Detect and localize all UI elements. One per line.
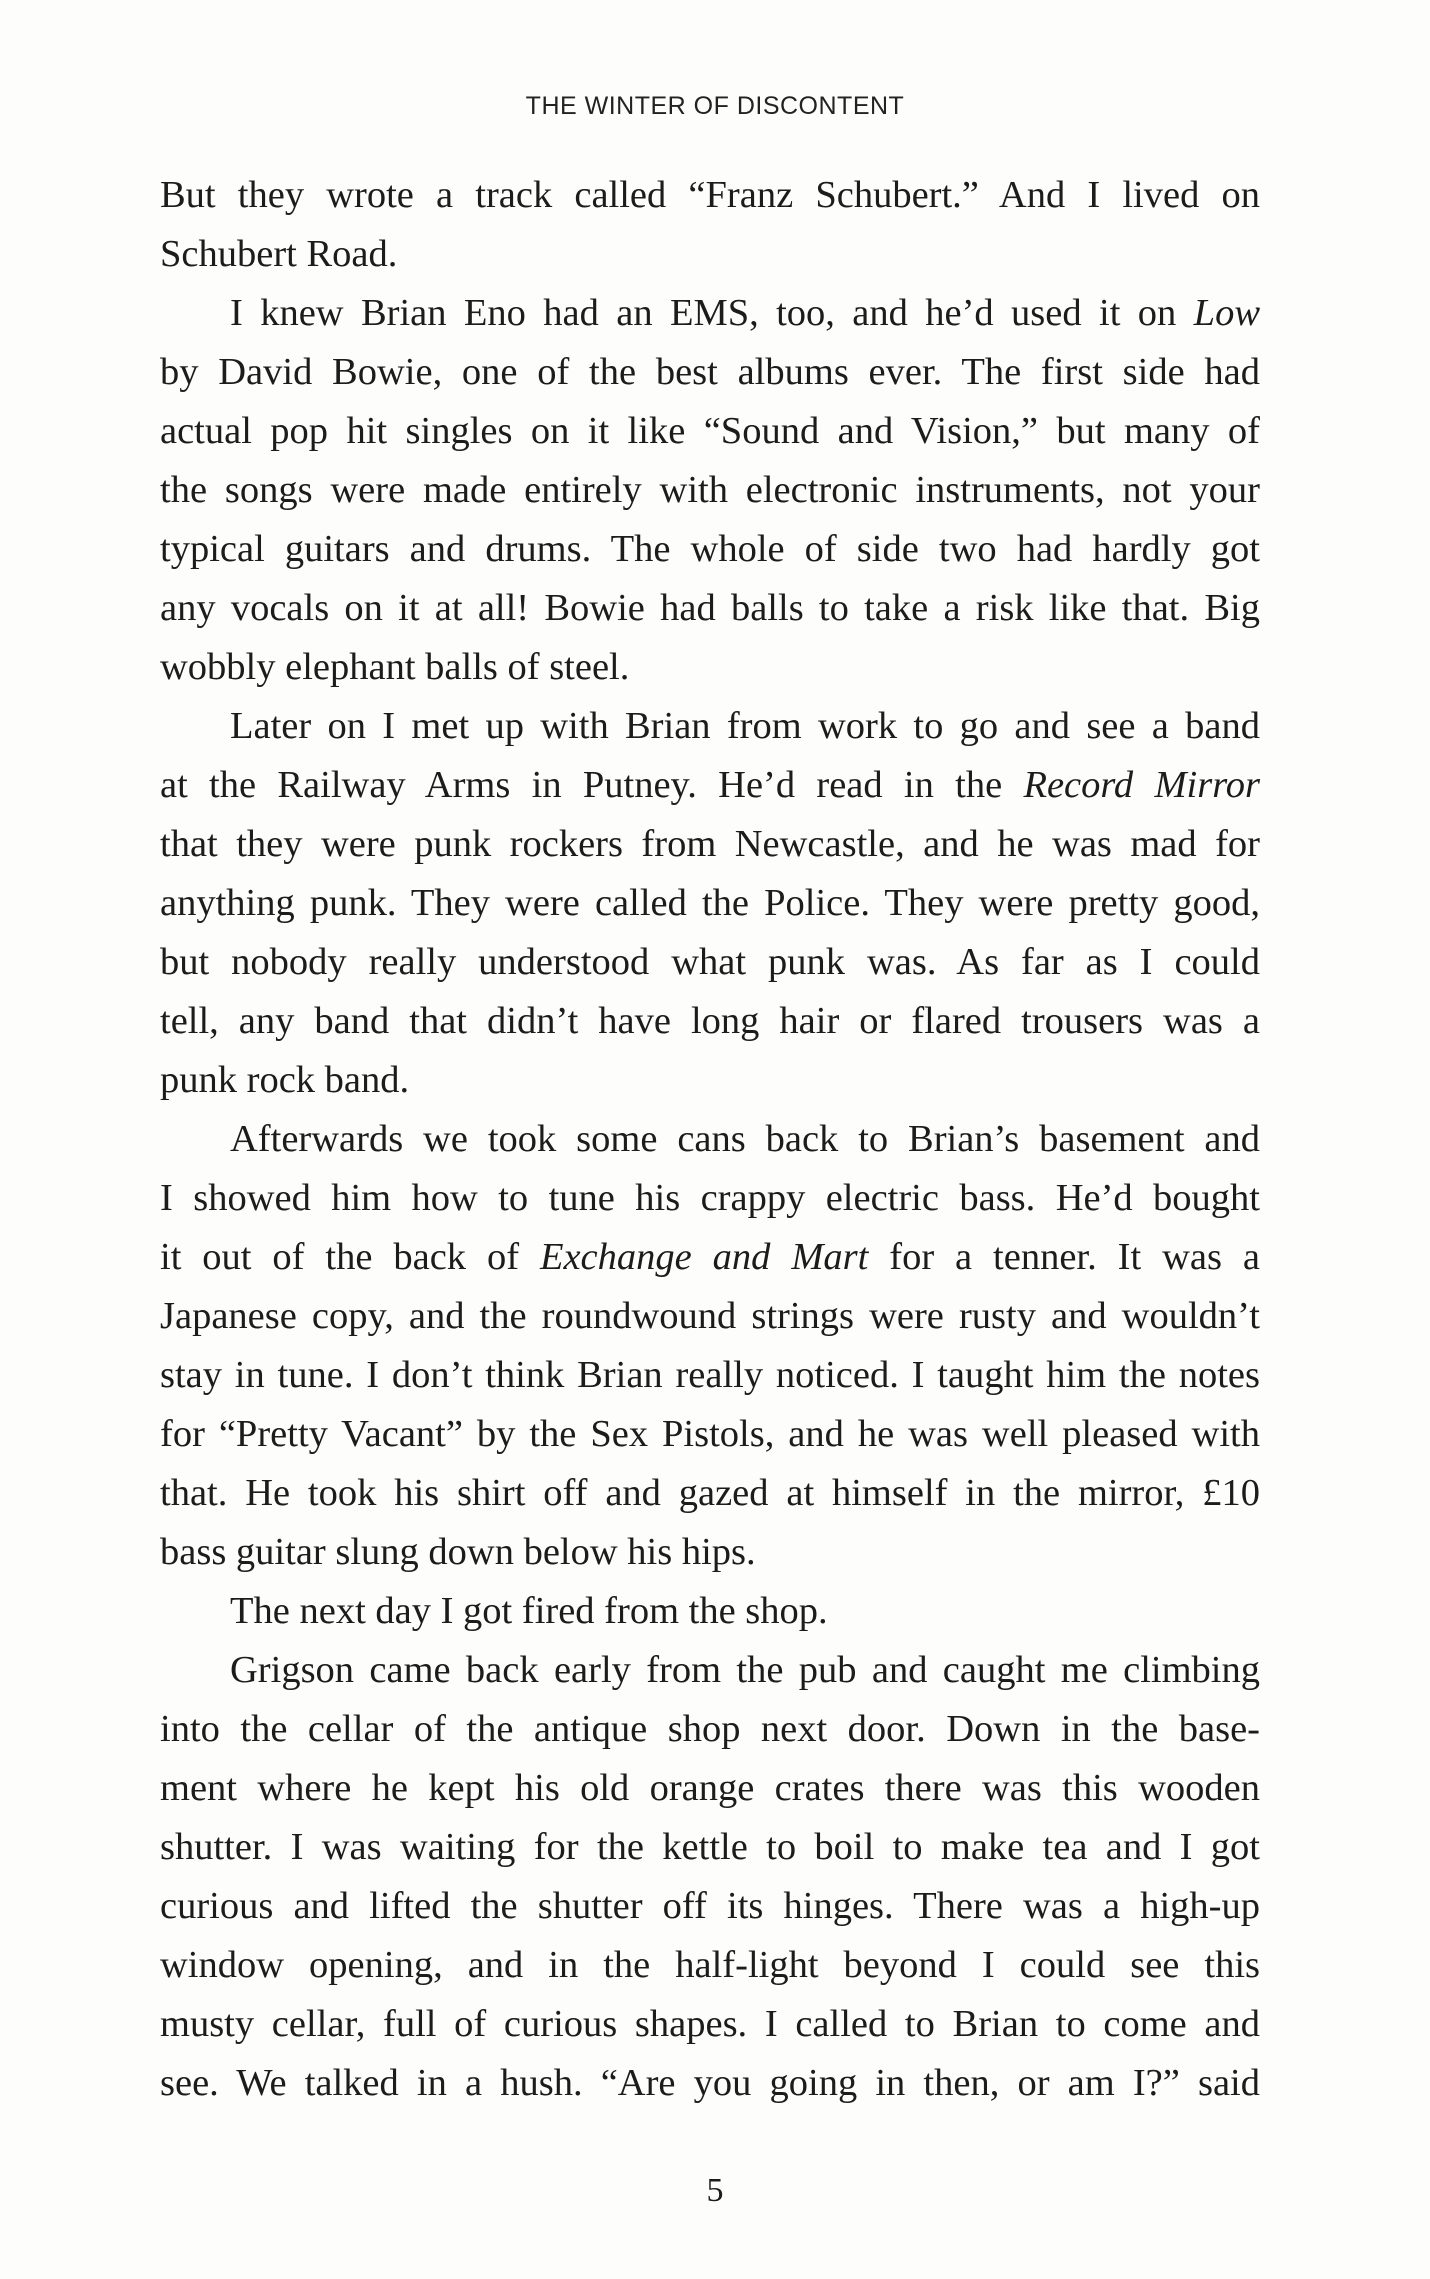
text-run: tell, any band that didn’t have long hair or flared trousers was a: [160, 1000, 1260, 1042]
text-line: [160, 1228, 1260, 1287]
text-run: The next day I got fired from the shop.: [230, 1590, 828, 1632]
text-run: for a tenner. It was a: [868, 1236, 1260, 1278]
running-header: THE WINTER OF DISCONTENT: [525, 92, 905, 120]
text-run: anything punk. They were called the Police. They were pretty good,: [160, 882, 1260, 924]
text-line: [160, 579, 1260, 638]
text-run: wobbly elephant balls of steel.: [160, 646, 630, 688]
text-line: [160, 1995, 1260, 2054]
text-run: shutter. I was waiting for the kettle to boil to make tea and I got: [160, 1826, 1260, 1868]
text-line: [160, 1759, 1260, 1818]
text-run: punk rock band.: [160, 1059, 410, 1101]
text-line: [160, 1464, 1260, 1523]
text-run: bass guitar slung down below his hips.: [160, 1531, 756, 1573]
text-line: [160, 1523, 1260, 1582]
text-run: But they wrote a track called “Franz Schubert.” And I lived on: [160, 174, 1260, 216]
text-line: [160, 992, 1260, 1051]
text-line: [160, 1641, 1260, 1700]
text-run: but nobody really understood what punk was. As far as I could: [160, 941, 1260, 983]
text-run: typical guitars and drums. The whole of side two had hardly got: [160, 528, 1260, 570]
text-line: [160, 166, 1260, 225]
text-run: Schubert Road.: [160, 233, 398, 275]
text-run: actual pop hit singles on it like “Sound and Vision,” but many of: [160, 410, 1260, 452]
text-line: [160, 638, 1260, 697]
text-run: for “Pretty Vacant” by the Sex Pistols, and he was well pleased with: [160, 1413, 1260, 1455]
text-run: musty cellar, full of curious shapes. I called to Brian to come and: [160, 2003, 1260, 2045]
text-line: [160, 1818, 1260, 1877]
text-run: Later on I met up with Brian from work to go and see a band: [230, 705, 1260, 747]
text-line: [160, 1405, 1260, 1464]
text-line: [160, 756, 1260, 815]
text-line: [160, 461, 1260, 520]
text-line: [160, 402, 1260, 461]
text-run: it out of the back of: [160, 1236, 540, 1278]
text-run: ment where he kept his old orange crates there was this wooden: [160, 1767, 1260, 1809]
text-run: I knew Brian Eno had an EMS, too, and he’d used it on: [230, 292, 1194, 334]
text-run: Afterwards we took some cans back to Brian’s basement and: [230, 1118, 1260, 1160]
text-line: [160, 1936, 1260, 1995]
text-run: stay in tune. I don’t think Brian really noticed. I taught him the notes: [160, 1354, 1260, 1396]
text-line: [160, 1169, 1260, 1228]
text-line: [160, 815, 1260, 874]
text-line: [160, 2054, 1260, 2113]
text-run: at the Railway Arms in Putney. He’d read in the: [160, 764, 1024, 806]
text-line: [160, 1877, 1260, 1936]
text-line: [160, 933, 1260, 992]
text-run: into the cellar of the antique shop next door. Down in the base-: [160, 1708, 1260, 1750]
text-line: [160, 520, 1260, 579]
text-line: [160, 1051, 1260, 1110]
text-line: [160, 1110, 1260, 1169]
italic-title: Exchange and Mart: [539, 1236, 869, 1278]
text-line: [160, 225, 1260, 284]
text-run: window opening, and in the half-light beyond I could see this: [160, 1944, 1260, 1986]
text-run: curious and lifted the shutter off its hinges. There was a high-up: [160, 1885, 1260, 1927]
text-line: [160, 1700, 1260, 1759]
text-run: that they were punk rockers from Newcastle, and he was mad for: [160, 823, 1260, 865]
italic-title: Low: [1193, 292, 1260, 334]
text-run: that. He took his shirt off and gazed at himself in the mirror, £10: [160, 1472, 1260, 1514]
text-run: see. We talked in a hush. “Are you going in then, or am I?” said: [160, 2062, 1260, 2104]
italic-title: Record Mirror: [1023, 764, 1260, 806]
text-run: by David Bowie, one of the best albums ever. The first side had: [160, 351, 1260, 393]
text-run: the songs were made entirely with electronic instruments, not your: [160, 469, 1260, 511]
text-line: [160, 284, 1260, 343]
page-number: 5: [706, 2172, 724, 2209]
text-run: any vocals on it at all! Bowie had balls to take a risk like that. Big: [160, 587, 1260, 629]
text-line: [160, 1287, 1260, 1346]
text-run: Grigson came back early from the pub and caught me climbing: [230, 1649, 1260, 1691]
text-run: Japanese copy, and the roundwound strings were rusty and wouldn’t: [160, 1295, 1260, 1337]
text-line: [160, 1346, 1260, 1405]
text-line: [160, 1582, 1260, 1641]
text-line: [160, 874, 1260, 933]
text-line: [160, 343, 1260, 402]
body-text: [160, 166, 1260, 2113]
text-line: [160, 697, 1260, 756]
text-run: I showed him how to tune his crappy electric bass. He’d bought: [160, 1177, 1260, 1219]
